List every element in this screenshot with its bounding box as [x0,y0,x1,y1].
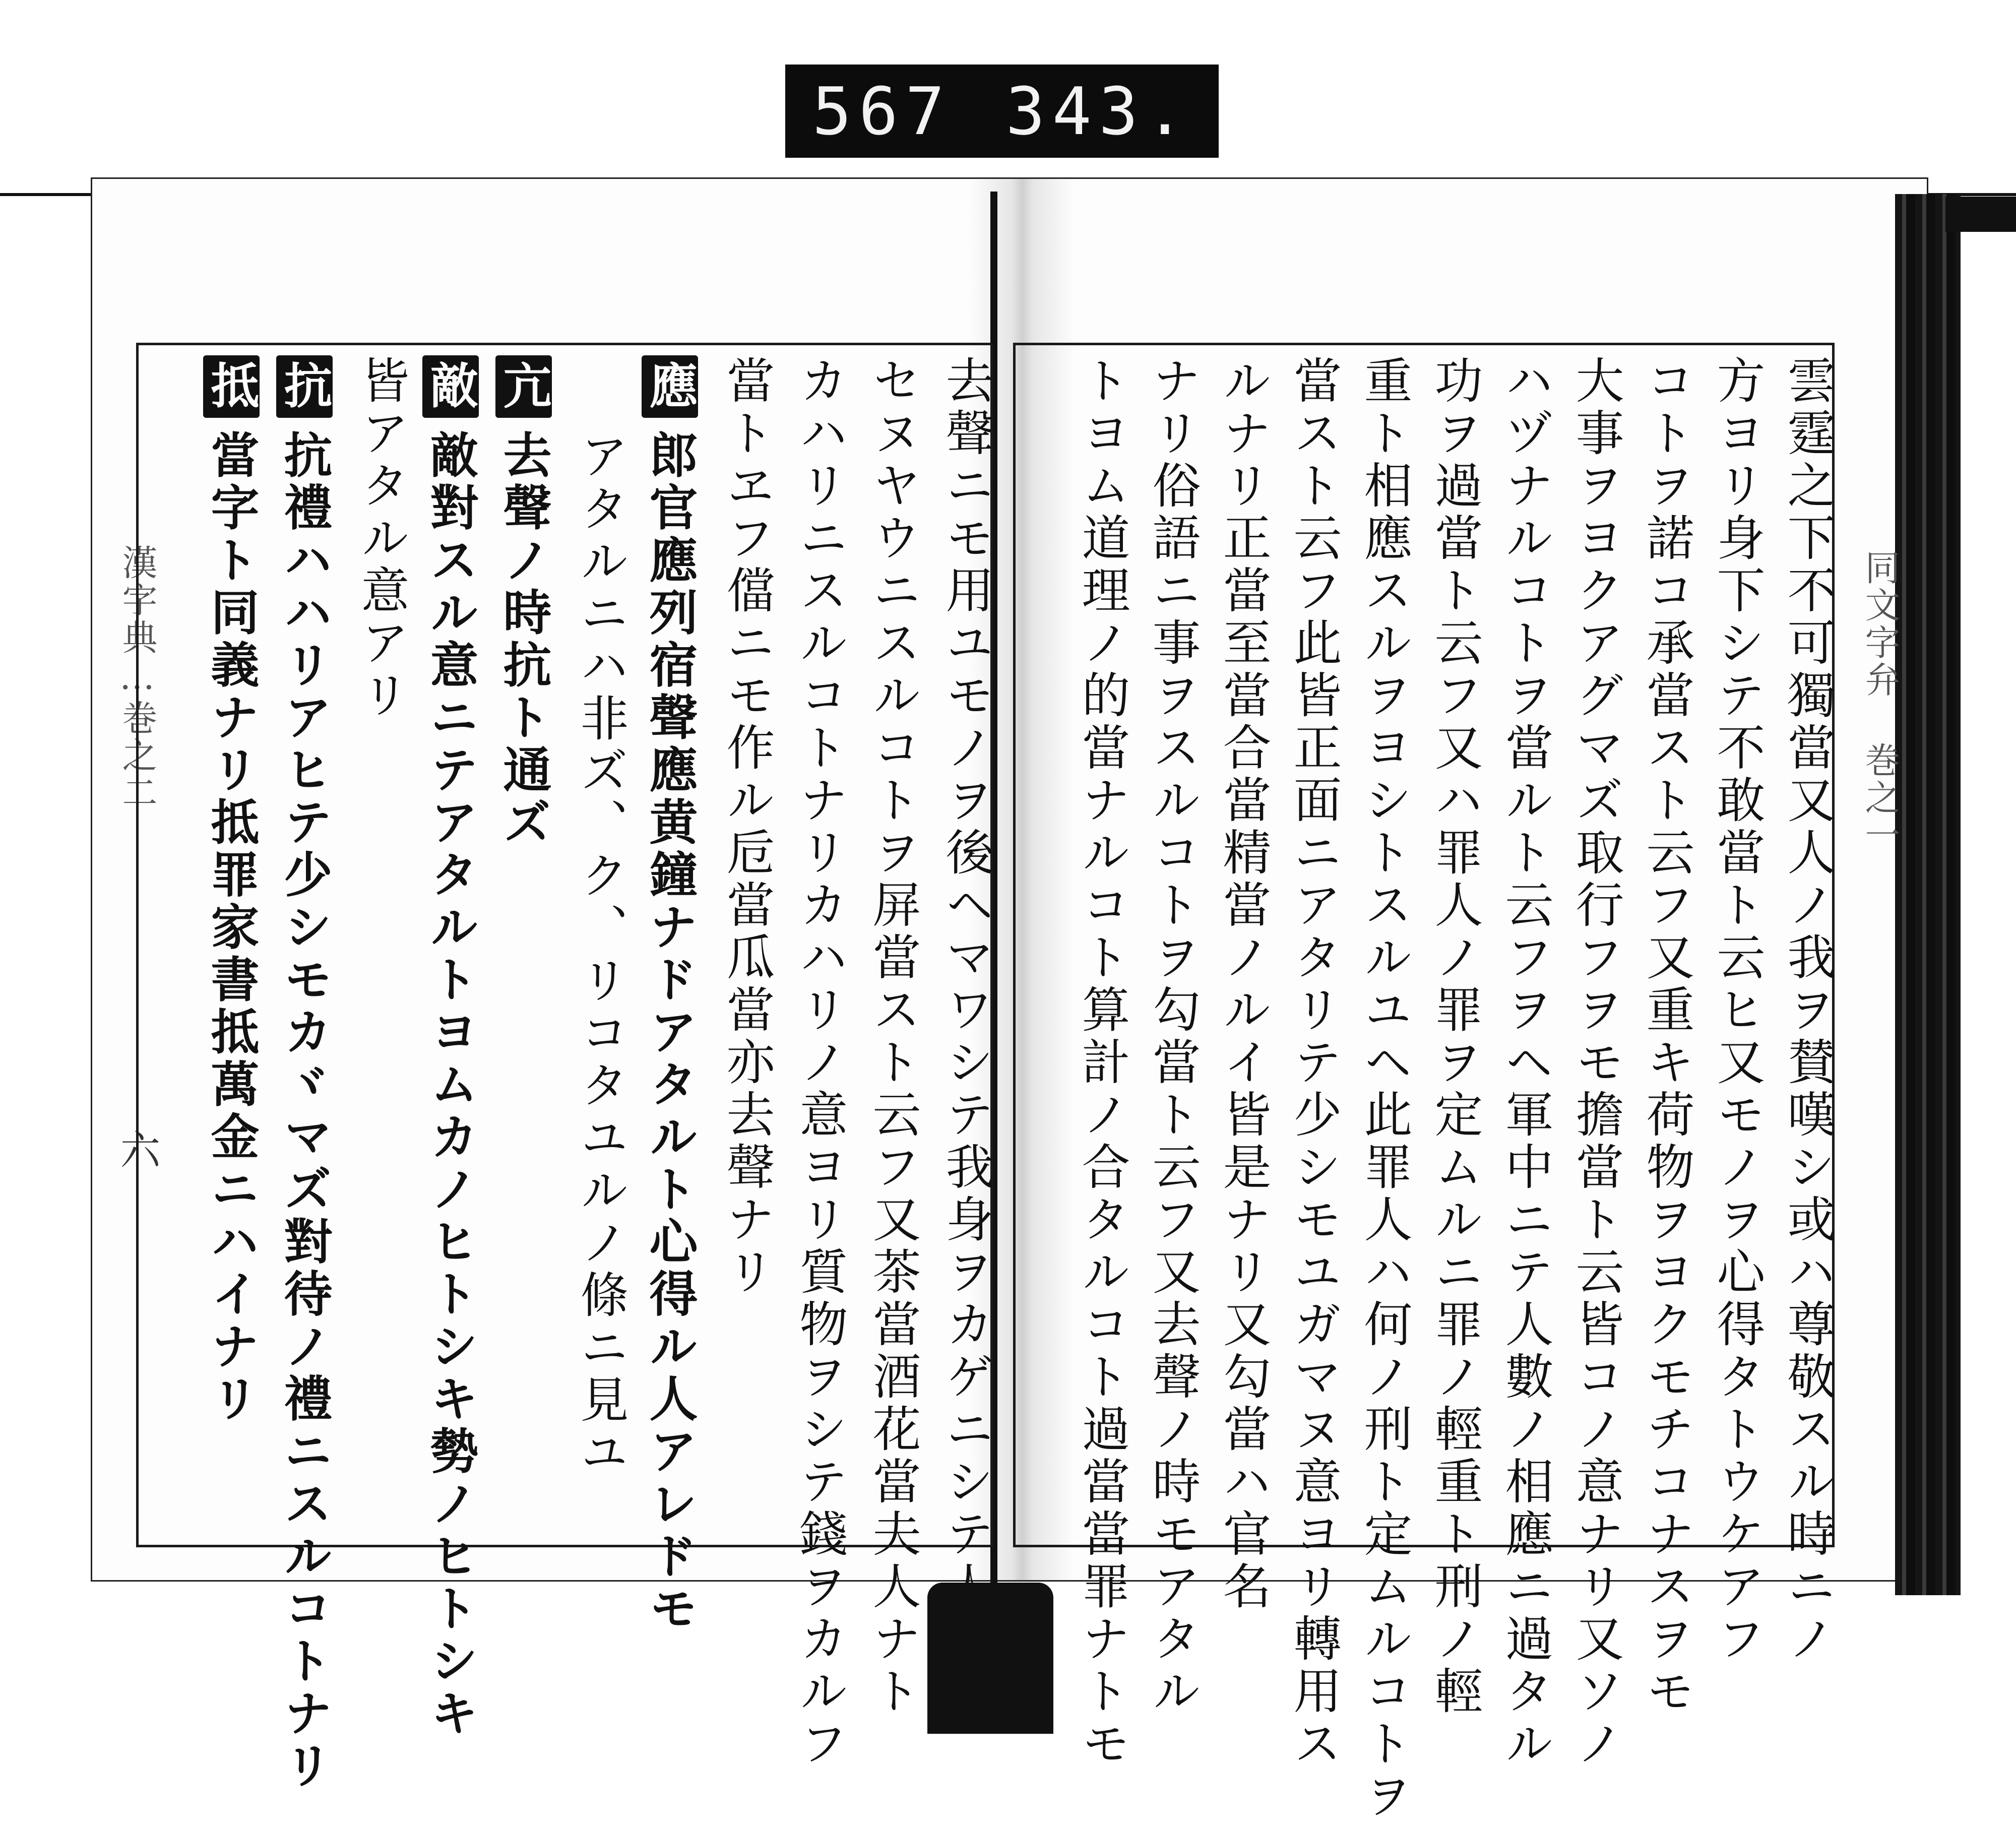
call-number-left: 567 [812,73,952,150]
right-col-2: 方ヨリ身下シテ不敢當ト云ヒ又モノヲ心得タトウケアフ [1709,355,1766,1666]
entry-head-badge: 亢 [495,355,552,418]
right-col-6: 功ヲ過當ト云フ又ハ罪人ノ罪ヲ定ムルニ罪ノ輕重ト刑ノ輕 [1427,355,1483,1718]
right-col-3: コトヲ諾コ承當スト云フ又重キ荷物ヲヨクモチコナスヲモ [1639,355,1695,1718]
edge-tab [1945,197,2016,232]
right-page [1013,343,1836,1823]
left-col-2: セヌヤウニスルコトヲ屏當スト云フ又茶當酒花當夫人ナト [865,355,921,1718]
right-col-1: 雲霆之下不可獨當又人ノ我ヲ賛嘆シ或ハ尊敬スル時ニノ [1780,355,1836,1666]
page-edges [1895,194,1961,1595]
right-col-4: 大事ヲヨクアグマズ取行フヲモ擔當ト云皆コノ意ナリ又ソノ [1568,355,1624,1771]
left-col-7: 亢去聲ノ時抗ト通ズ [495,355,552,849]
left-col-6: アタルニハ非ズ、ク、リコタユルノ條ニ見ユ [573,431,629,1479]
right-col-9: ルナリ正當至當合當精當ノルイ皆是ナリ又勾當ハ官名 [1215,355,1272,1613]
left-col-4: 當トヱフ儅ニモ作ル卮當瓜當亦去聲ナリ [719,355,775,1299]
left-col-3: カハリニスルコトナリカハリノ意ヨリ質物ヲシテ錢ヲカルフ [792,355,848,1771]
left-page [136,343,994,1793]
right-col-11: トヨム道理ノ的當ナルコト算計ノ合タルコト過當當罪ナトモ [1074,355,1130,1771]
left-margin-title: 漢字典…巻之二 [116,544,158,811]
left-col-11: 抵當字ト同義ナリ抵罪家書抵萬金ニハイナリ [203,355,260,1426]
right-margin-title: 同文字弁 巻之一 [1859,549,1901,854]
entry-head-badge: 敵 [422,355,479,418]
left-col-5: 應郎官應列宿聲應黄鐘ナドアタルト心得ル人アレドモ [642,355,698,1636]
right-col-10: ナリ俗語ニ事ヲスルコトヲ勾當ト云フ又去聲ノ時モアタル [1145,355,1201,1718]
right-col-7: 重ト相應スルヲヨシトスルユヘ此罪人ハ何ノ刑ト定ムルコトヲ [1356,355,1413,1823]
right-col-5: ハヅナルコトヲ當ルト云フヲヘ軍中ニテ人數ノ相應ニ過タル [1497,355,1554,1771]
left-folio: 六 [113,1129,160,1169]
left-col-1: 去聲ニモ用ユモノヲ後ヘマワシテ我身ヲカゲニシテ人ニ見 [938,355,994,1718]
call-number-label [785,65,1219,158]
left-col-10: 抗抗禮ハハリアヒテ少シモカヾマズ對待ノ禮ニスルコトナリ [276,355,333,1793]
entry-head-badge: 抵 [203,355,260,418]
call-number-right: 343. [1005,73,1192,150]
entry-head-badge: 抗 [276,355,333,418]
left-col-8: 敵敵對スル意ニテアタルトヨムカノヒトシキ勢ノヒトシキ [422,355,479,1740]
right-col-8: 當スト云フ此皆正面ニアタリテ少シモユガマヌ意ヨリ轉用ス [1286,355,1342,1771]
entry-head-badge: 應 [642,355,698,418]
left-col-9: 皆アタル意アリ [353,355,410,722]
